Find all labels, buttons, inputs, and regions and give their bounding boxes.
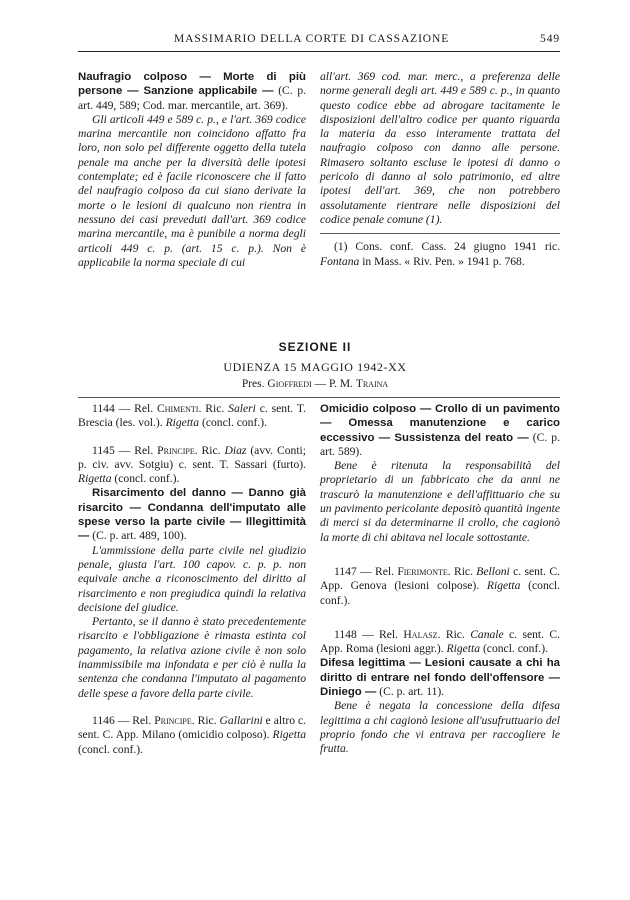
section-rule <box>78 397 560 398</box>
footnote-rule <box>320 233 560 234</box>
court: c. sent. C. App. Genova (lesioni colpose). <box>320 564 560 593</box>
pm-label: — P. M. <box>311 378 356 390</box>
footnote-party: Fontana <box>320 254 360 268</box>
maxim-lead: Omicidio colposo — Crollo di un pavimento — Omessa manutenzione e carico eccessivo — Sussistenza del reato — <box>320 403 560 444</box>
entry-number: 1144 — Rel. <box>92 402 157 415</box>
rapporteur: Principe <box>154 713 192 727</box>
appellant: Gallarini <box>219 713 263 727</box>
presidency-label: Pres. <box>241 378 268 390</box>
presidency-line <box>0 378 630 390</box>
outcome: Rigetta <box>78 472 112 486</box>
maxim-omicidio <box>320 402 560 459</box>
header-title: MASSIMARIO DELLA CORTE DI CASSAZIONE <box>174 33 450 45</box>
president-name: Gioffredi <box>267 378 312 390</box>
maxim-lead: Difesa legittima — Lesioni causate a chi ha diritto di entrare nel fondo dell'offensore — Diniego — <box>320 657 560 699</box>
entry-number: 1148 — Rel. <box>334 627 404 641</box>
ric-label: . Ric. <box>437 627 471 641</box>
court: (avv. Conti; p. civ. avv. Sotgiu) c. sent. T. Sassari (furto). <box>78 443 306 471</box>
maxim-citation: (C. p. art. 589). <box>320 430 561 458</box>
rapporteur: Principe <box>157 443 195 457</box>
entry-number: 1147 — Rel. <box>334 564 398 578</box>
conclusion: (concl. conf.). <box>111 472 180 486</box>
header-rule <box>78 51 560 52</box>
appellant: Belloni <box>476 564 510 578</box>
running-header <box>78 33 560 49</box>
footnote-text: (1) Cons. conf. Cass. 24 giugno 1941 ric. <box>334 240 560 254</box>
entry-lead: Naufragio colposo — Morte di più persone — Sanzione applicabile — <box>78 71 306 98</box>
conclusion: (concl. conf.). <box>320 579 561 607</box>
outcome: Rigetta <box>486 579 521 593</box>
maxim-summary: Bene è ritenuta la responsabilità del proprietario di un fabbricato che da anni ne trascurò la manutenzione e dell'affittuario che su un pavimento pericolante depositò quantità ingente di merci si da determinarne il crollo, che cagionò la morte di chi abitava nel locale sottostante. <box>320 459 560 544</box>
outcome: Rigetta <box>446 642 481 656</box>
ric-label: . Ric. <box>191 713 220 727</box>
bottom-right-column <box>320 402 560 757</box>
entry-number: 1145 — Rel. <box>92 443 158 457</box>
court: c. sent. C. App. Roma (lesioni aggr.). <box>320 627 560 656</box>
entry-1145 <box>78 444 306 487</box>
continued-summary: all'art. 369 cod. mar. merc., a preferenza delle norme generali degli art. 449 e 589 c. p., in quanto questo codice ebbe ad abrogare tacitamente le disposizioni dell'altro codice per quanto riguarda la materia da esso interamente trattata del naufragio colposo con danno alle persone. Rimasero soltanto escluse le ipotesi di danno o pericolo di danno al solo patrimonio, ed altre ipotesi dell'art. 369, che non potrebbero assolutamente rientrare nelle disposizioni del codice penale comune (1). <box>320 70 560 226</box>
maxim-summary: L'ammissione della parte civile nel giudizio penale, giusta l'art. 100 capov. c. p. p. non equivale anche a riconoscimento del diritto al risarcimento e non pregiudica quindi la relativa decisione del giudice. <box>78 543 306 614</box>
section-title: SEZIONE II <box>278 340 352 354</box>
appellant: Saleri <box>228 402 256 415</box>
maxim-difesa <box>320 656 560 699</box>
footnote <box>320 240 560 269</box>
outcome: Rigetta <box>165 416 200 430</box>
top-right-column <box>320 70 560 269</box>
maxim-summary: Bene è negata la concessione della difesa legittima a chi cagionò lesione all'usufruttuario del proprio fondo che vi entrava per raccogliere le frutta. <box>320 699 560 756</box>
court: c. sent. T. Brescia (les. vol.). <box>78 402 306 430</box>
rapporteur: Fierimonte <box>397 564 448 578</box>
bottom-left-column <box>78 402 306 757</box>
maxim-summary: Pertanto, se il danno è stato precedentemente risarcito e l'obbligazione è rimasta estinta col pagamento, la relativa azione civile è non solo inammissibile ma infondata e per ciò è nulla la sentenza che condanna l'imputato al pagamento delle spese a favore della parte civile. <box>78 615 306 700</box>
court: e altro c. sent. C. App. Milano (omicidio colposo). <box>78 713 306 742</box>
conclusion: (concl. conf.). <box>78 742 144 756</box>
appellant: Diaz <box>224 443 247 457</box>
entry-1147 <box>320 565 560 608</box>
entry-number: 1146 — Rel. <box>92 713 155 727</box>
entry-citation: (C. p. art. 449, 589; Cod. mar. mercantile, art. 369). <box>78 84 307 112</box>
ric-label: . Ric. <box>194 443 225 457</box>
entry-naufragio <box>78 70 306 113</box>
hearing-date: UDIENZA 15 MAGGIO 1942-XX <box>223 360 407 374</box>
entry-summary: Gli articoli 449 e 589 c. p., e l'art. 369 codice marina mercantile non coincidono affatto fra loro, non solo pel differente oggetto della tutela penale ma anche per la diversità delle ipotesi contemplate; ed è facile riconoscere che il fatto del naufragio colposo da cui siano derivate la morte o le lesioni di qualcuno non rientra in nessuno dei casi preveduti dall'art. 369 codice marina mercantile, ma è punibile a norma degli articoli 449 c. p. (art. 15 c. p.). Non è applicabile la norma speciale di cui <box>78 112 306 269</box>
top-left-column <box>78 70 306 270</box>
maxim-lead: Risarcimento del danno — Danno già risarcito — Condanna dell'imputato alle spese verso la parte civile — Illegittimità — <box>78 487 306 543</box>
outcome: Rigetta <box>272 728 306 742</box>
maxim-citation: (C. p. art. 489, 100). <box>89 529 187 543</box>
maxim-citation: (C. p. art. 11). <box>376 685 445 699</box>
rapporteur: Chimenti <box>156 402 199 415</box>
footnote-source: in Mass. « Riv. Pen. » 1941 p. 768. <box>359 254 525 268</box>
entry-1146 <box>78 714 306 757</box>
appellant: Canale <box>470 627 504 641</box>
maxim-risarcimento <box>78 486 306 543</box>
page-number: 549 <box>540 33 560 45</box>
ric-label: . Ric. <box>198 402 229 415</box>
entry-1144 <box>78 402 306 431</box>
rapporteur: Halasz <box>403 627 438 641</box>
pm-name: Traina <box>355 378 389 390</box>
conclusion: (concl. conf.). <box>199 416 267 430</box>
conclusion: (concl. conf.). <box>480 642 548 656</box>
entry-1148 <box>320 628 560 657</box>
ric-label: . Ric. <box>447 564 477 578</box>
